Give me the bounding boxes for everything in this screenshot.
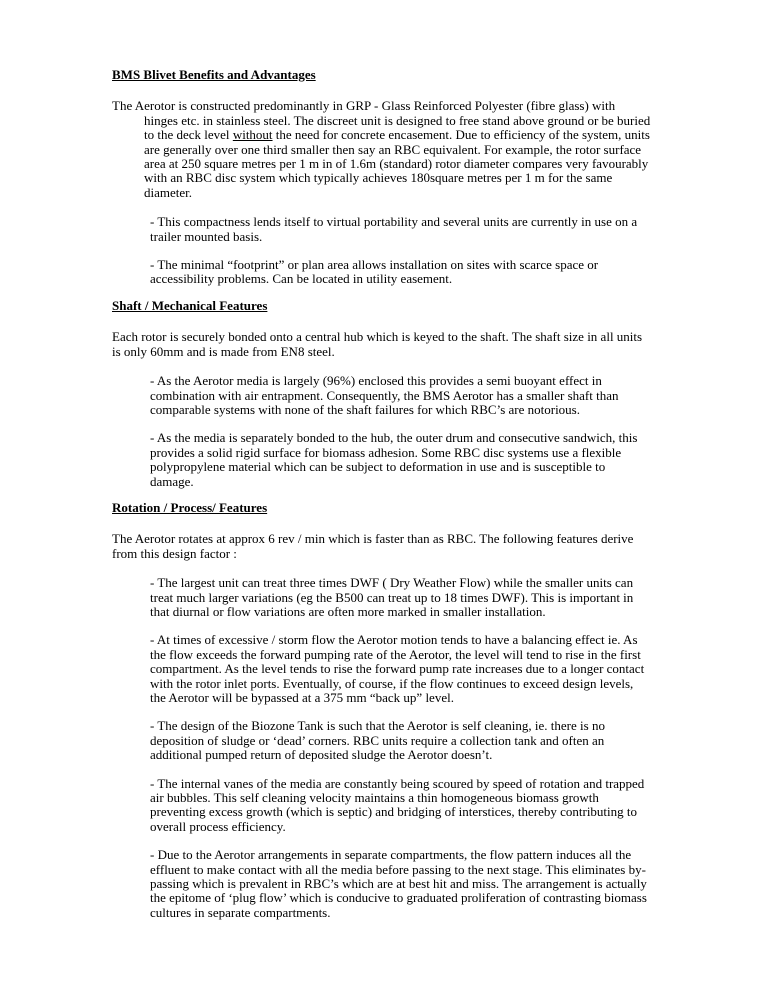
intro-text-b: the need for concrete encasement. Due to efficiency of the system, units are generally over one third smaller then say an RBC equivalent. For example, the rotor surface area at 250 square metres per 1 m in of 1.6m (standard) rotor diameter compares very favourably with an RBC disc system which typically achieves 180square metres per 1 m for the same diameter. [144, 127, 650, 200]
section-heading: BMS Blivet Benefits and Advantages [112, 67, 316, 82]
bullet-paragraph: - The minimal “footprint” or plan area allows installation on sites with scarce space or accessibility problems. Can be located in utility easement. [150, 257, 599, 287]
section-rotation [112, 501, 652, 920]
section-heading: Shaft / Mechanical Features [112, 297, 268, 313]
bullet-paragraph: - Due to the Aerotor arrangements in separate compartments, the flow pattern induces all the effluent to make contact with all the media before passing to the next stage. This eliminates by-passing which is prevalent in RBC’s which are at best hit and miss. The arrangement is actually the epitome of ‘plug flow’ which is conducive to graduated proliferation of contrasting biomass cultures in separate compartments. [150, 847, 647, 920]
bullet-paragraph: - As the media is separately bonded to the hub, the outer drum and consecutive sandwich, this provides a solid rigid surface for biomass adhesion. Some RBC disc systems use a flexible polypropylene material which can be subject to deformation in use and is susceptible to damage. [150, 430, 638, 489]
intro-underlined-word: without [232, 127, 273, 143]
bullet-paragraph: - At times of excessive / storm flow the Aerotor motion tends to have a balancing effect ie. As the flow exceeds the forward pumping rate of the Aerotor, the level will tend to rise in the first compartment. As the level tends to rise the forward pump rate increases due to a longer contact with the rotor inlet ports. Eventually, of course, if the flow continues to exceed design levels, the Aerotor will be bypassed at a 375 mm “back up” level. [150, 632, 645, 705]
document-page [112, 68, 652, 932]
intro-text-a: The Aerotor is constructed predominantly in GRP - Glass Reinforced Polyester (fibre glass) with hinges etc. in stainless steel. The discreet unit is designed to free stand above ground or be buried to the deck level [112, 98, 651, 143]
bullet-paragraph: - The design of the Biozone Tank is such that the Aerotor is self cleaning, ie. there is no deposition of sludge or ‘dead’ corners. RBC units require a collection tank and often an additional pumped return of deposited sludge the Aerotor doesn’t. [150, 718, 605, 763]
section-benefits [112, 68, 652, 287]
section-intro: Each rotor is securely bonded onto a central hub which is keyed to the shaft. The shaft size in all units is only 60mm and is made from EN8 steel. [112, 329, 643, 359]
section-intro: The Aerotor rotates at approx 6 rev / min which is faster than as RBC. The following features derive from this design factor : [112, 531, 634, 561]
bullet-paragraph: - As the Aerotor media is largely (96%) enclosed this provides a semi buoyant effect in combination with air entrapment. Consequently, the BMS Aerotor has a smaller shaft than comparable systems with none of the shaft failures for which RBC’s are notorious. [150, 373, 619, 417]
section-shaft [112, 299, 652, 489]
bullet-paragraph: - The largest unit can treat three times DWF ( Dry Weather Flow) while the smaller units can treat much larger variations (eg the B500 can treat up to 18 times DWF). This is important in that diurnal or flow variations are often more marked in smaller installation. [150, 575, 634, 619]
section-intro [112, 99, 652, 200]
bullet-paragraph: - This compactness lends itself to virtual portability and several units are currently in use on a trailer mounted basis. [150, 214, 638, 244]
section-heading: Rotation / Process/ Features [112, 499, 268, 515]
bullet-paragraph: - The internal vanes of the media are constantly being scoured by speed of rotation and trapped air bubbles. This self cleaning velocity maintains a thin homogeneous biomass growth preventing excess growth (which is septic) and bridging of interstices, thereby contributing to overall process efficiency. [150, 775, 645, 834]
